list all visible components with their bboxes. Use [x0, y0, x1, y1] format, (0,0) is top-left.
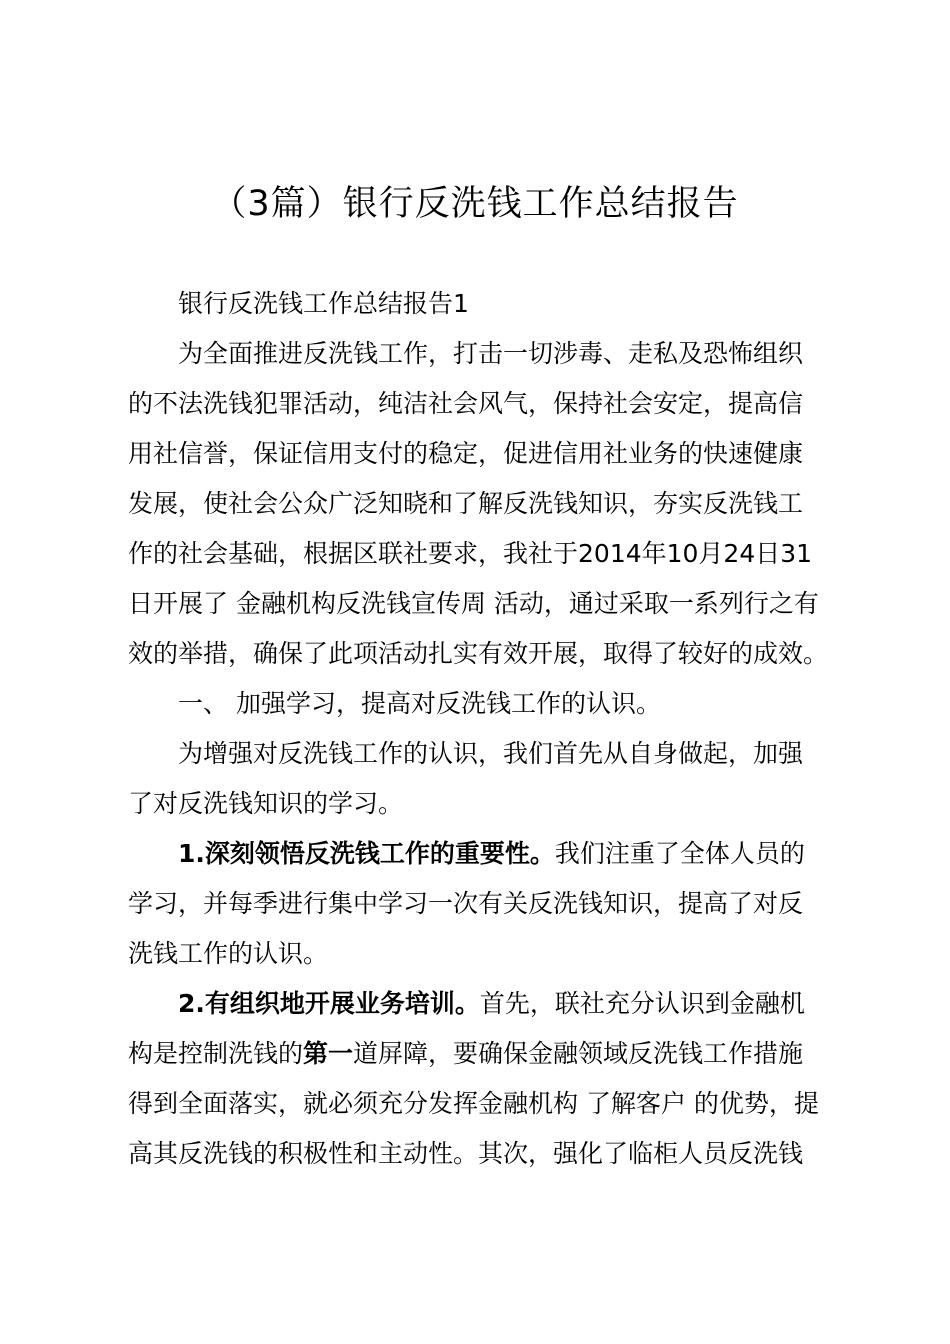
paragraph-line: 了对反洗钱知识的学习。 [128, 789, 404, 818]
list-item-text: 我们注重了全体人员的 [554, 839, 805, 868]
paragraph-line: 得到全面落实，就必须充分发挥金融机构 了解客户 的优势，提 [128, 1089, 819, 1118]
paragraph-line: 为全面推进反洗钱工作，打击一切涉毒、走私及恐怖组织 [178, 339, 804, 368]
paragraph-line: 效的举措，确保了此项活动扎实有效开展，取得了较好的成效。 [128, 639, 829, 668]
inline-text: 道屏障，要确保金融领域反洗钱工作措施 [353, 1039, 804, 1068]
paragraph-line: 发展，使社会公众广泛知晓和了解反洗钱知识，夯实反洗钱工 [128, 489, 804, 518]
section-heading: 一、 加强学习，提高对反洗钱工作的认识。 [178, 689, 661, 718]
list-item-first-line [178, 986, 805, 1022]
list-item-lead: 1.深刻领悟反洗钱工作的重要性。 [178, 839, 555, 868]
document-title: （3篇）银行反洗钱工作总结报告 [211, 184, 739, 224]
paragraph-line: 洗钱工作的认识。 [128, 939, 329, 968]
paragraph-line: 日开展了 金融机构反洗钱宣传周 活动，通过采取一系列行之有 [128, 589, 819, 618]
paragraph-line: 的不法洗钱犯罪活动，纯洁社会风气，保持社会安定，提高信 [128, 389, 804, 418]
inline-text: 构是控制洗钱的 [128, 1039, 304, 1068]
paragraph-line: 高其反洗钱的积极性和主动性。其次，强化了临柜人员反洗钱 [128, 1139, 804, 1168]
inline-emphasis: 第一 [303, 1039, 354, 1068]
paragraph-line: 用社信誉，保证信用支付的稳定，促进信用社业务的快速健康 [128, 439, 804, 468]
list-item-first-line [178, 836, 805, 872]
paragraph-line: 为增强对反洗钱工作的认识，我们首先从自身做起，加强 [178, 739, 804, 768]
paragraph-line [128, 1036, 803, 1072]
paragraph-line: 作的社会基础，根据区联社要求，我社于2014年10月24日31 [128, 539, 813, 568]
list-item-text: 首先，联社充分认识到金融机 [479, 989, 805, 1018]
list-item-lead: 2.有组织地开展业务培训。 [178, 989, 480, 1018]
section-subtitle: 银行反洗钱工作总结报告1 [178, 289, 469, 318]
paragraph-line: 学习，并每季进行集中学习一次有关反洗钱知识，提高了对反 [128, 889, 804, 918]
